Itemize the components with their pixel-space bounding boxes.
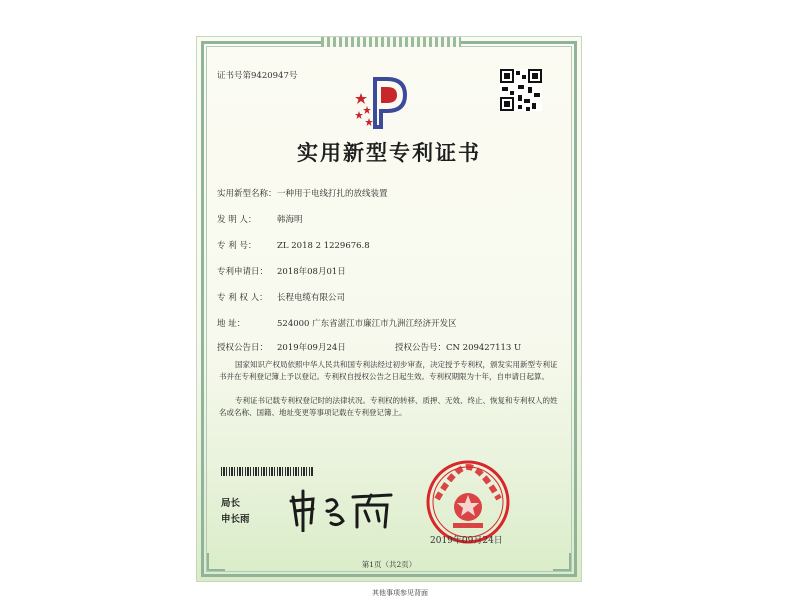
field-value: 2018年08月01日 — [277, 267, 346, 277]
top-ornament — [321, 37, 461, 47]
field-value: ZL 2018 2 1229676.8 — [277, 241, 370, 251]
director-name: 申长雨 — [221, 514, 250, 525]
field-value: 一种用于电线打扎的放线装置 — [277, 189, 388, 199]
field-grant-number — [395, 341, 521, 353]
field-label: 授权公告号： — [395, 343, 447, 353]
footer-note: 其他事项参见背面 — [372, 589, 428, 597]
field-value: 韩海明 — [277, 215, 303, 225]
director-title: 局长 — [221, 498, 241, 509]
field-address — [217, 317, 457, 329]
field-value: CN 209427113 U — [446, 343, 522, 353]
field-label: 实用新型名称： — [217, 189, 277, 199]
patent-office-logo-icon — [353, 73, 413, 131]
field-label: 发 明 人： — [217, 215, 257, 225]
legal-status-paragraph: 专利证书记载专利权登记时的法律状况。专利权的转移、质押、无效、终止、恢复和专利权人的姓名或名称、国籍、地址变更等事项记载在专利登记簿上。 — [219, 396, 558, 417]
seal-date: 2019年09月24日 — [430, 536, 503, 546]
barcode-icon — [221, 467, 313, 476]
field-value: 524000 广东省湛江市廉江市九洲江经济开发区 — [277, 319, 457, 329]
qr-code-icon — [500, 69, 542, 111]
page-number: 第1页（共2页） — [361, 560, 417, 569]
certificate-title: 实用新型专利证书 — [297, 140, 481, 165]
field-application-date — [217, 265, 346, 277]
field-patentee — [217, 291, 345, 303]
field-label: 专 利 号： — [217, 241, 257, 251]
field-label: 专利申请日： — [217, 267, 269, 277]
field-value: 长程电缆有限公司 — [277, 293, 346, 303]
field-label: 专 利 权 人： — [217, 293, 268, 303]
field-utility-model-name — [217, 187, 388, 199]
field-label: 授权公告日： — [217, 343, 269, 353]
certificate-number: 证书号第9420947号 — [217, 71, 298, 81]
field-value: 2019年09月24日 — [277, 343, 346, 353]
director-signature — [287, 487, 397, 532]
patent-certificate — [196, 36, 582, 582]
field-patent-number — [217, 239, 370, 251]
grant-statement-paragraph: 国家知识产权局依照中华人民共和国专利法经过初步审查，决定授予专利权，颁发实用新型专利证书并在专利登记簿上予以登记。专利权自授权公告之日起生效。专利权期限为十年，自申请日起算。 — [219, 360, 558, 381]
field-grant-date — [217, 341, 346, 353]
field-label: 地 址： — [217, 319, 246, 329]
field-inventor — [217, 213, 303, 225]
